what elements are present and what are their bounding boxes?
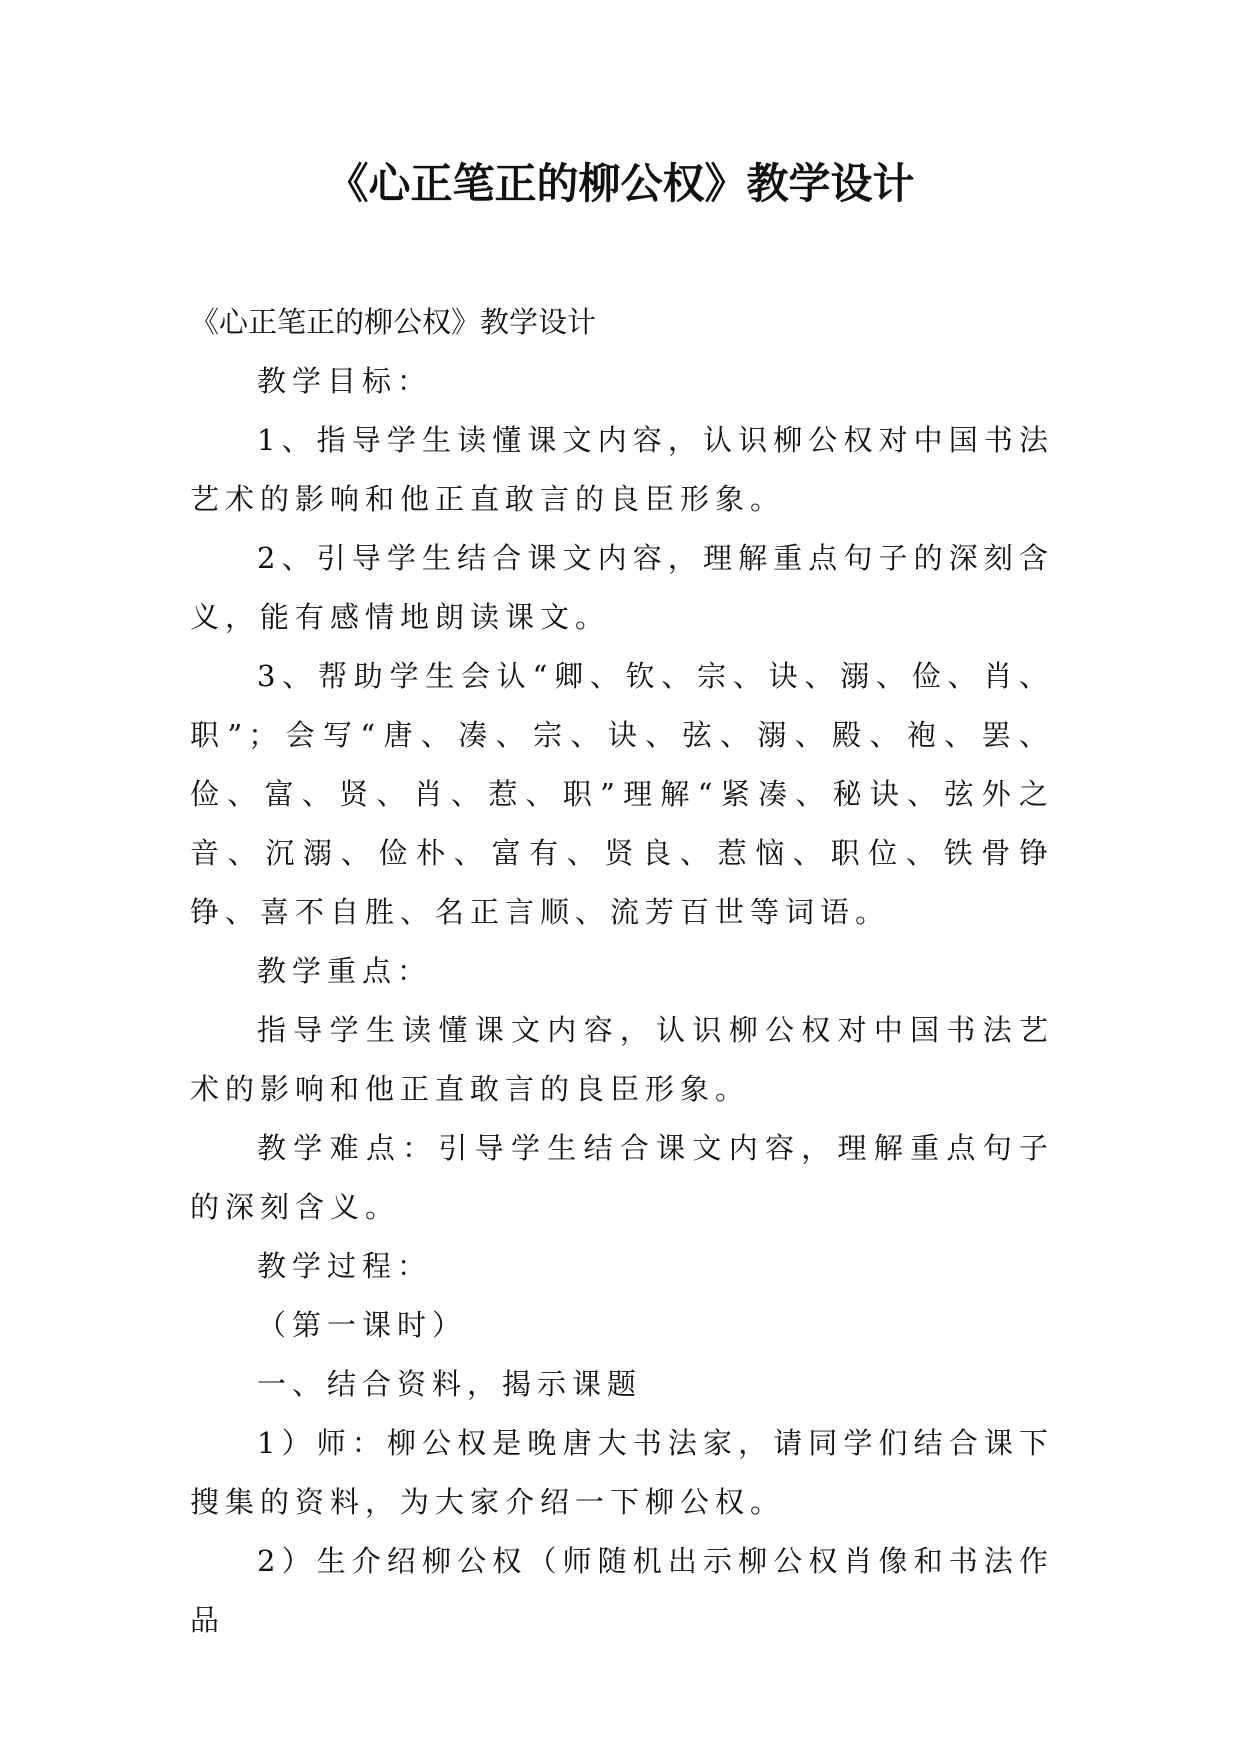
paragraph-objectives-heading: 教学目标：	[257, 364, 433, 398]
paragraph-step-2: 2）生介绍柳公权（师随机出示柳公权肖像和书法作品	[190, 1544, 1054, 1637]
paragraph-first-lesson: （第一课时）	[257, 1308, 468, 1342]
paragraph-key-points-heading: 教学重点：	[257, 954, 433, 988]
paragraph-difficulty: 教学难点：引导学生结合课文内容，理解重点句子的深刻含义。	[190, 1131, 1054, 1224]
paragraph-step-1: 1）师：柳公权是晚唐大书法家，请同学们结合课下搜集的资料，为大家介绍一下柳公权。	[190, 1426, 1054, 1519]
paragraph-objective-2: 2、引导学生结合课文内容，理解重点句子的深刻含义，能有感情地朗读课文。	[190, 541, 1054, 634]
paragraph-key-points: 指导学生读懂课文内容，认识柳公权对中国书法艺术的影响和他正直敢言的良臣形象。	[190, 1013, 1054, 1106]
paragraph-process-heading: 教学过程：	[257, 1249, 433, 1283]
paragraph-section-one: 一、结合资料，揭示课题	[257, 1367, 643, 1401]
paragraph-objective-3: 3、帮助学生会认“卿、钦、宗、诀、溺、俭、肖、职”；会写“唐、凑、宗、诀、弦、溺、殿、袍、罢、俭、富、贤、肖、惹、职”理解“紧凑、秘诀、弦外之音、沉溺、俭朴、富有、贤良、惹恼、职位、铁骨铮铮、喜不自胜、名正言顺、流芳百世等词语。	[190, 659, 1054, 929]
document-body	[190, 293, 1054, 1650]
paragraph-objective-1: 1、指导学生读懂课文内容，认识柳公权对中国书法艺术的影响和他正直敢言的良臣形象。	[190, 423, 1054, 516]
document-title: 《心正笔正的柳公权》教学设计	[326, 159, 915, 208]
paragraph-subtitle: 《心正笔正的柳公权》教学设计	[190, 305, 597, 339]
